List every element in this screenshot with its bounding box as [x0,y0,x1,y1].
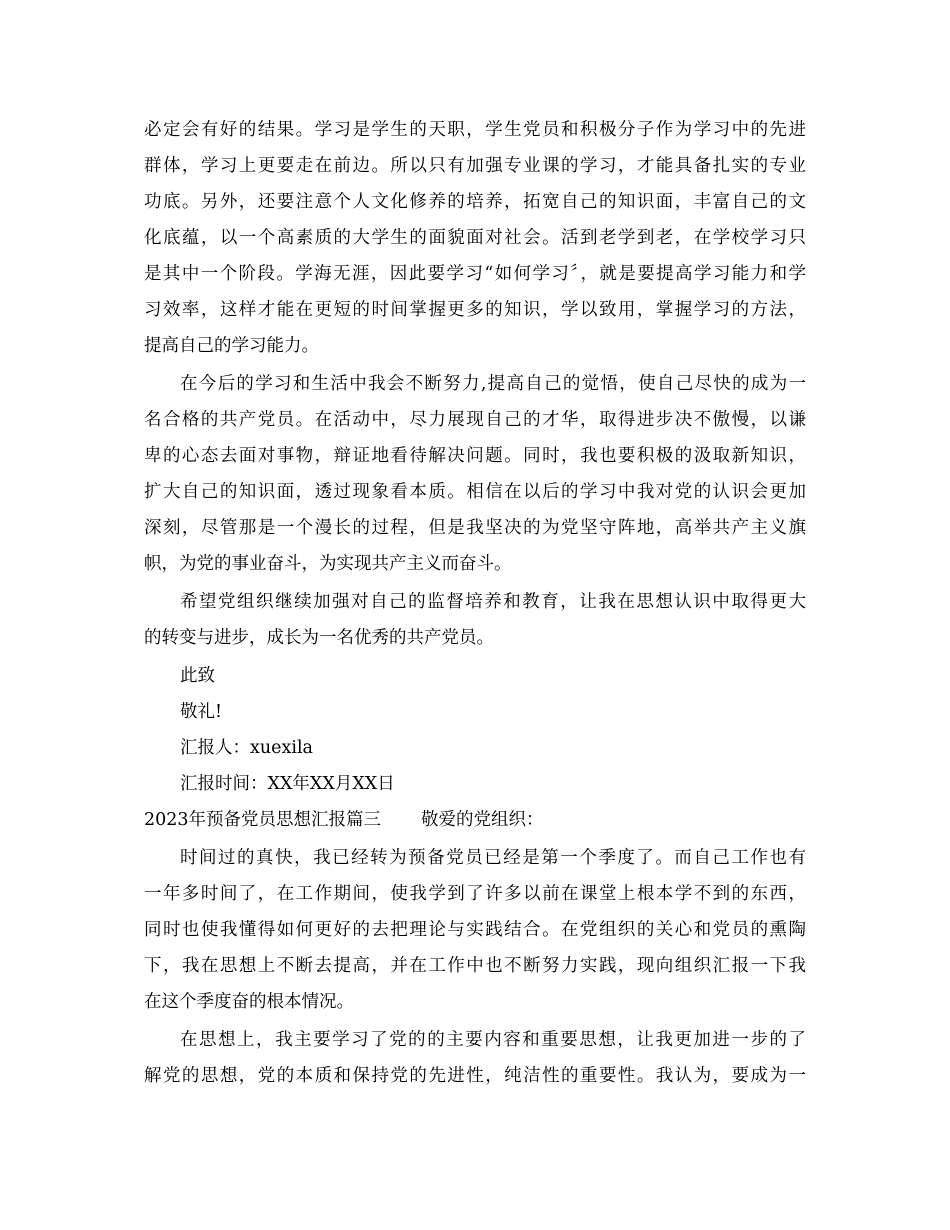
paragraph-1-line-6: 习效率，这样才能在更短的时间掌握更多的知识，学以致用，掌握学习的方法， [144,300,806,320]
paragraph-2-line-5: 深刻，尽管那是一个漫长的过程，但是我坚决的为党坚守阵地，高举共产主义旗 [144,518,806,538]
paragraph-4-line-5: 在这个季度奋的根本情况。 [144,992,354,1012]
section-title: 2023年预备党员思想汇报篇三 [144,810,382,830]
paragraph-4-line-1: 时间过的真快，我已经转为预备党员已经是第一个季度了。而自己工作也有 [180,848,806,868]
paragraph-1-line-3: 功底。另外，还要注意个人文化修养的培养，拓宽自己的知识面，丰富自己的文 [144,192,806,212]
paragraph-3-line-2: 的转变与进步，成长为一名优秀的共产党员。 [144,628,494,648]
paragraph-4-line-3: 同时也使我懂得如何更好的去把理论与实践结合。在党组织的关心和党员的熏陶 [144,920,806,940]
paragraph-5-line-2: 解党的思想，党的本质和保持党的先进性，纯洁性的重要性。我认为，要成为一 [144,1066,806,1086]
paragraph-2-line-1: 在今后的学习和生活中我会不断努力,提高自己的觉悟，使自己尽快的成为一 [180,374,806,394]
paragraph-1-line-2: 群体，学习上更要走在前边。所以只有加强专业课的学习，才能具备扎实的专业 [144,156,806,176]
paragraph-2-line-2: 名合格的共产党员。在活动中，尽力展现自己的才华，取得进步决不傲慢，以谦 [144,410,806,430]
section-greeting: 敬爱的党组织： [421,810,544,830]
closing-report-time: 汇报时间：XX年XX月XX日 [180,774,395,794]
paragraph-1-line-4: 化底蕴，以一个高素质的大学生的面貌面对社会。活到老学到老，在学校学习只 [144,228,806,248]
section-heading [144,802,544,838]
closing-reporter: 汇报人：xuexila [180,738,313,758]
paragraph-5-line-1: 在思想上，我主要学习了党的的主要内容和重要思想，让我更加进一步的了 [180,1030,806,1050]
closing-salutation: 此致 [180,666,215,686]
paragraph-1-line-7: 提高自己的学习能力。 [144,336,319,356]
paragraph-4-line-2: 一年多时间了，在工作期间，使我学到了许多以前在课堂上根本学不到的东西， [144,884,806,904]
paragraph-1-line-5: 是其中一个阶段。学海无涯，因此要学习“如何学习〞，就是要提高学习能力和学 [144,264,806,284]
paragraph-2-line-3: 卑的心态去面对事物，辩证地看待解决问题。同时，我也要积极的汲取新知识， [144,446,806,466]
paragraph-1-line-1: 必定会有好的结果。学习是学生的天职，学生党员和积极分子作为学习中的先进 [144,120,806,140]
closing-regards: 敬礼! [180,702,223,722]
paragraph-2-line-6: 帜，为党的事业奋斗，为实现共产主义而奋斗。 [144,554,512,574]
paragraph-4-line-4: 下，我在思想上不断去提高，并在工作中也不断努力实践，现向组织汇报一下我 [144,956,806,976]
paragraph-3-line-1: 希望党组织继续加强对自己的监督培养和教育，让我在思想认识中取得更大 [180,592,806,612]
paragraph-2-line-4: 扩大自己的知识面，透过现象看本质。相信在以后的学习中我对党的认识会更加 [144,482,806,502]
